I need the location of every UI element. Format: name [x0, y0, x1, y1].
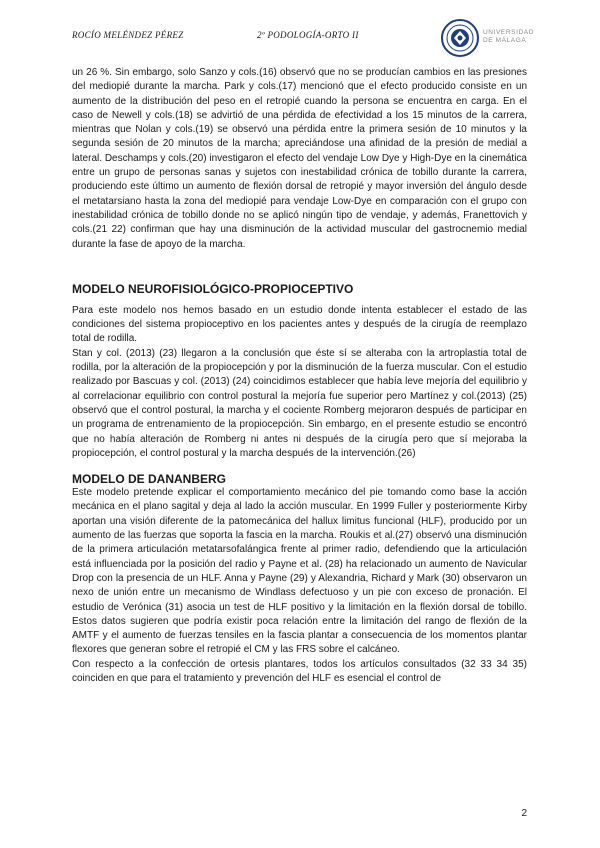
university-logo — [440, 18, 560, 58]
paragraph: un 26 %. Sin embargo, solo Sanzo y cols.(16) observó que no se producían cambios en las presiones del mediopié durante la marcha. Park y cols.(17) mencionó que el efecto producido consiste en un aumento de la distribución del peso en el retropié cuando la persona se encuentra en carga. En el caso de Newell y cols.(18) se advirtió de una pérdida de efectividad a los 15 minutos de la carrera, mientras que Nolan y cols.(19) se observó una pérdida entre la primera sesión de 10 minutos y la segunda sesión de 20 minutos de la marcha; apreciándose una afinidad de la presión de medial a lateral. Deschamps y cols.(20) investigaron el efecto del vendaje Low Dye y High-Dye en la cinemática entre un grupo de personas sanas y sujetos con inestabilidad crónica de tobillo durante la carrera, produciendo este último un aumento de flexión dorsal de retropié y mayor inversión del ángulo desde el metatarsiano hasta la zona del mediopié para vendaje Low-Dye en comparación con el grupo con inestabilidad crónica de tobillo donde no se aplicó ningún tipo de vendaje, y además, Franettovich y cols.(21 22) confirman que hay una disminución de la actividad muscular del gastrocnemio medial durante la fase de apoyo de la marcha. — [72, 67, 527, 250]
paragraph: Este modelo pretende explicar el comportamiento mecánico del pie tomando como base la acción mecánica en el plano sagital y deja al lado la acción muscular. En 1999 Fuller y posteriormente Kirby aportan una visión diferente de la patomecánica del hallux limitus funcional (HLF), producido por un aumento de las fuerzas que soporta la fascia en la marcha. Roukis et al.(27) observó una disminución de la primera articulación metatarsofalángica frente al primer radio, defendiendo que la articulación está influenciada por la posición del radio y Payne et al. (28) ha relacionado un aumento de Navicular Drop con la presencia de un HLF. Anna y Payne (29) y Alexandria, Richard y Mark (30) observaron un nexo de unión entre un mecanismo de Windlass defectuoso y un pie con exceso de pronación. El estudio de Verónica (31) asocia un test de HLF positivo y la limitación en la flexión dorsal de tobillo. Estos datos sugieren que podría existir poca relación entre la limitación del rango de flexión de la AMTF y el aumento de fuerzas tensiles en la fascia plantar a consecuencia de los momentos plantar flexores que generan sobre el retropié el CM y las FRS sobre el calcáneo. — [72, 487, 527, 656]
page-header — [72, 18, 560, 58]
document-body — [72, 66, 527, 686]
logo-text: UNIVERSIDAD DE MÁLAGA — [483, 29, 535, 44]
paragraph: Con respecto a la confección de ortesis plantares, todos los artículos consultados (32 33 34 35) coinciden en que para el tratamiento y prevención del HLF es esencial el control de — [72, 658, 527, 684]
university-seal-icon — [440, 18, 480, 58]
paragraph: Para este modelo nos hemos basado en un estudio donde intenta establecer el estado de las condiciones del sistema propioceptivo en los pacientes antes y después de la cirugía de reemplazo total de rodilla. — [72, 304, 527, 345]
author-name: ROCÍO MELÉNDEZ PÉREZ — [72, 30, 184, 40]
section-heading: MODELO NEUROFISIOLÓGICO-PROPIOCEPTIVO — [72, 281, 354, 296]
course-title: 2º PODOLOGÍA-ORTO II — [257, 30, 359, 40]
section-heading: MODELO DE DANANBERG — [72, 472, 227, 487]
page-number: 2 — [521, 808, 527, 819]
paragraph: Stan y col. (2013) (23) llegaron a la conclusión que éste sí se alteraba con la artroplastia total de rodilla, por la alteración de la propiocepción y por la disminución de la fuerza muscular. Con el estudio realizado por Bascuas y col. (2013) (24) coincidimos establecer que había leve mejoría del equilibrio y al correlacionar equilibrio con control postural la mejoría fue superior pero Martínez y col.(2013) (25) observó que el control postural, la marcha y el cociente Romberg mejoraron después de participar en un programa de entrenamiento de la propiocepción. Sin embargo, en el presente estudio se encontró que no había alteración de Romberg ni antes ni después de la cirugía pero que sí mejoraba la propiocepción, el control postural y la marcha después de la intervención.(26) — [72, 347, 527, 459]
